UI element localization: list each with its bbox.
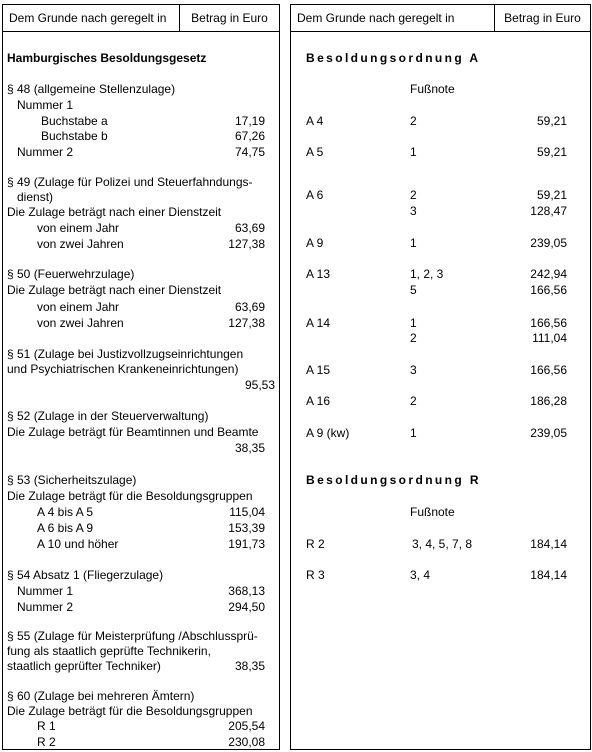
ordnung-a-row-footnote: 2 [410,114,417,128]
s53-row1-value: 115,04 [229,505,265,519]
ordnung-r-row-value: 184,14 [530,537,567,551]
ordnung-a-row-grade: A 6 [306,188,324,202]
s55-heading-line2: fung als staatlich geprüfte Technikerin, [7,644,211,658]
s50-row2-value: 127,38 [228,316,265,330]
s49-intro: Die Zulage beträgt nach einer Dienstzeit [7,205,222,219]
s50-row1-label: von einem Jahr [37,300,120,314]
s53-intro: Die Zulage beträgt für die Besoldungsgruppen [7,489,253,503]
s48-nummer2-value: 74,75 [234,145,265,159]
s53-row2-label: A 6 bis A 9 [37,521,94,535]
s53-heading: § 53 (Sicherheitszulage) [7,473,137,487]
ordnung-r-title: Besoldungsordnung R [306,473,481,487]
s51-heading-line1: § 51 (Zulage bei Justizvollzugseinrichtungen [7,347,244,361]
s49-row2-label: von zwei Jahren [37,237,124,251]
s53-row3-value: 191,73 [228,537,265,551]
ordnung-a-row-value: 111,04 [532,331,567,345]
s52-value: 38,35 [234,441,265,455]
ordnung-a-row-footnote: 2 [410,331,417,345]
ordnung-a-title: Besoldungsordnung A [306,51,481,65]
ordnung-r-row-grade: R 2 [306,537,325,551]
s60-row2-label: R 2 [37,735,56,749]
s49-row1-value: 63,69 [234,221,265,235]
right-table [290,4,591,750]
ordnung-a-row-grade: A 14 [306,316,331,330]
left-header-row [3,5,279,32]
s60-row2-value: 230,08 [228,735,265,749]
s60-row1-value: 205,54 [228,719,265,733]
ordnung-a-row-value: 59,21 [536,114,567,128]
s60-row1-label: R 1 [37,719,56,733]
s54-row1-value: 368,13 [228,584,265,598]
left-table [2,4,280,750]
ordnung-a-row-value: 242,94 [530,267,567,281]
s49-heading-line1: § 49 (Zulage für Polizei und Steuerfahndungs- [7,175,253,189]
s48-heading: § 48 (allgemeine Stellenzulage) [7,82,176,96]
s51-heading-line2: und Psychiatrischen Krankeneinrichtungen) [7,362,239,376]
ordnung-r-footnote-header: Fußnote [410,505,455,519]
s48-bb-value: 67,26 [234,129,265,143]
ordnung-a-row-value: 166,56 [530,363,567,377]
s48-ba-value: 17,19 [234,114,265,128]
ordnung-a-row-value: 166,56 [530,283,567,297]
ordnung-r-row-grade: R 3 [306,568,325,582]
s50-intro: Die Zulage beträgt nach einer Dienstzeit [7,283,222,297]
s50-heading: § 50 (Feuerwehrzulage) [7,267,135,281]
s48-ba-label: Buchstabe a [41,114,108,128]
s49-row1-label: von einem Jahr [37,221,120,235]
s54-heading: § 54 Absatz 1 (Fliegerzulage) [7,568,164,582]
ordnung-a-row-footnote: 1 [410,316,417,330]
ordnung-a-row-value: 128,47 [530,204,567,218]
ordnung-a-row-footnote: 1, 2, 3 [410,267,444,281]
s49-heading-line2: dienst) [17,190,54,204]
s60-heading: § 60 (Zulage bei mehreren Ämtern) [7,689,195,703]
ordnung-a-row-grade: A 13 [306,267,331,281]
ordnung-a-row-value: 239,05 [530,236,567,250]
s54-row2-label: Nummer 2 [17,600,74,614]
ordnung-r-row-footnote: 3, 4 [410,568,431,582]
s53-row2-value: 153,39 [228,521,265,535]
s48-nummer1: Nummer 1 [17,98,74,112]
s54-row2-value: 294,50 [228,600,265,614]
s51-value: 95,53 [244,378,275,392]
s55-heading-line3: staatlich geprüfter Techniker) [7,659,161,673]
ordnung-a-row-grade: A 5 [306,145,324,159]
ordnung-a-row-value: 166,56 [530,316,567,330]
s50-row1-value: 63,69 [234,300,265,314]
s50-row2-label: von zwei Jahren [37,316,124,330]
right-header-amount: Betrag in Euro [504,11,581,25]
ordnung-r-row-footnote: 3, 4, 5, 7, 8 [412,537,473,551]
s48-nummer2-label: Nummer 2 [17,145,74,159]
ordnung-a-row-value: 59,21 [536,188,567,202]
s48-bb-label: Buchstabe b [41,129,108,143]
s53-row3-label: A 10 und höher [37,537,119,551]
ordnung-a-row-footnote: 3 [410,204,417,218]
ordnung-a-footnote-header: Fußnote [410,82,455,96]
ordnung-a-row-value: 186,28 [530,394,567,408]
ordnung-a-row-footnote: 2 [410,394,417,408]
ordnung-a-row-footnote: 1 [410,426,417,440]
s55-value: 38,35 [234,659,265,673]
law-title: Hamburgisches Besoldungsgesetz [7,51,207,65]
s53-row1-label: A 4 bis A 5 [37,505,94,519]
ordnung-a-row-footnote: 1 [410,145,417,159]
ordnung-a-row-value: 59,21 [536,145,567,159]
left-header-regulation: Dem Grunde nach geregelt in [3,5,180,31]
ordnung-a-row-grade: A 9 (kw) [306,426,350,440]
ordnung-a-row-footnote: 2 [410,188,417,202]
ordnung-a-row-footnote: 1 [410,236,417,250]
ordnung-a-row-footnote: 3 [410,363,417,377]
s52-intro: Die Zulage beträgt für Beamtinnen und Beamte [7,425,259,439]
ordnung-a-row-grade: A 4 [306,114,324,128]
s49-row2-value: 127,38 [228,237,265,251]
s52-heading: § 52 (Zulage in der Steuerverwaltung) [7,409,209,423]
ordnung-a-row-footnote: 5 [410,283,417,297]
right-header-row [291,5,590,32]
ordnung-a-row-value: 239,05 [530,426,567,440]
ordnung-r-row-value: 184,14 [530,568,567,582]
ordnung-a-row-grade: A 16 [306,394,331,408]
ordnung-a-row-grade: A 9 [306,236,324,250]
s60-intro: Die Zulage beträgt für die Besoldungsgruppen [7,704,253,718]
s54-row1-label: Nummer 1 [17,584,74,598]
right-header-regulation: Dem Grunde nach geregelt in [291,5,495,31]
ordnung-a-row-grade: A 15 [306,363,331,377]
left-header-amount: Betrag in Euro [191,11,268,25]
s55-heading-line1: § 55 (Zulage für Meisterprüfung /Abschlussprü- [7,629,258,643]
